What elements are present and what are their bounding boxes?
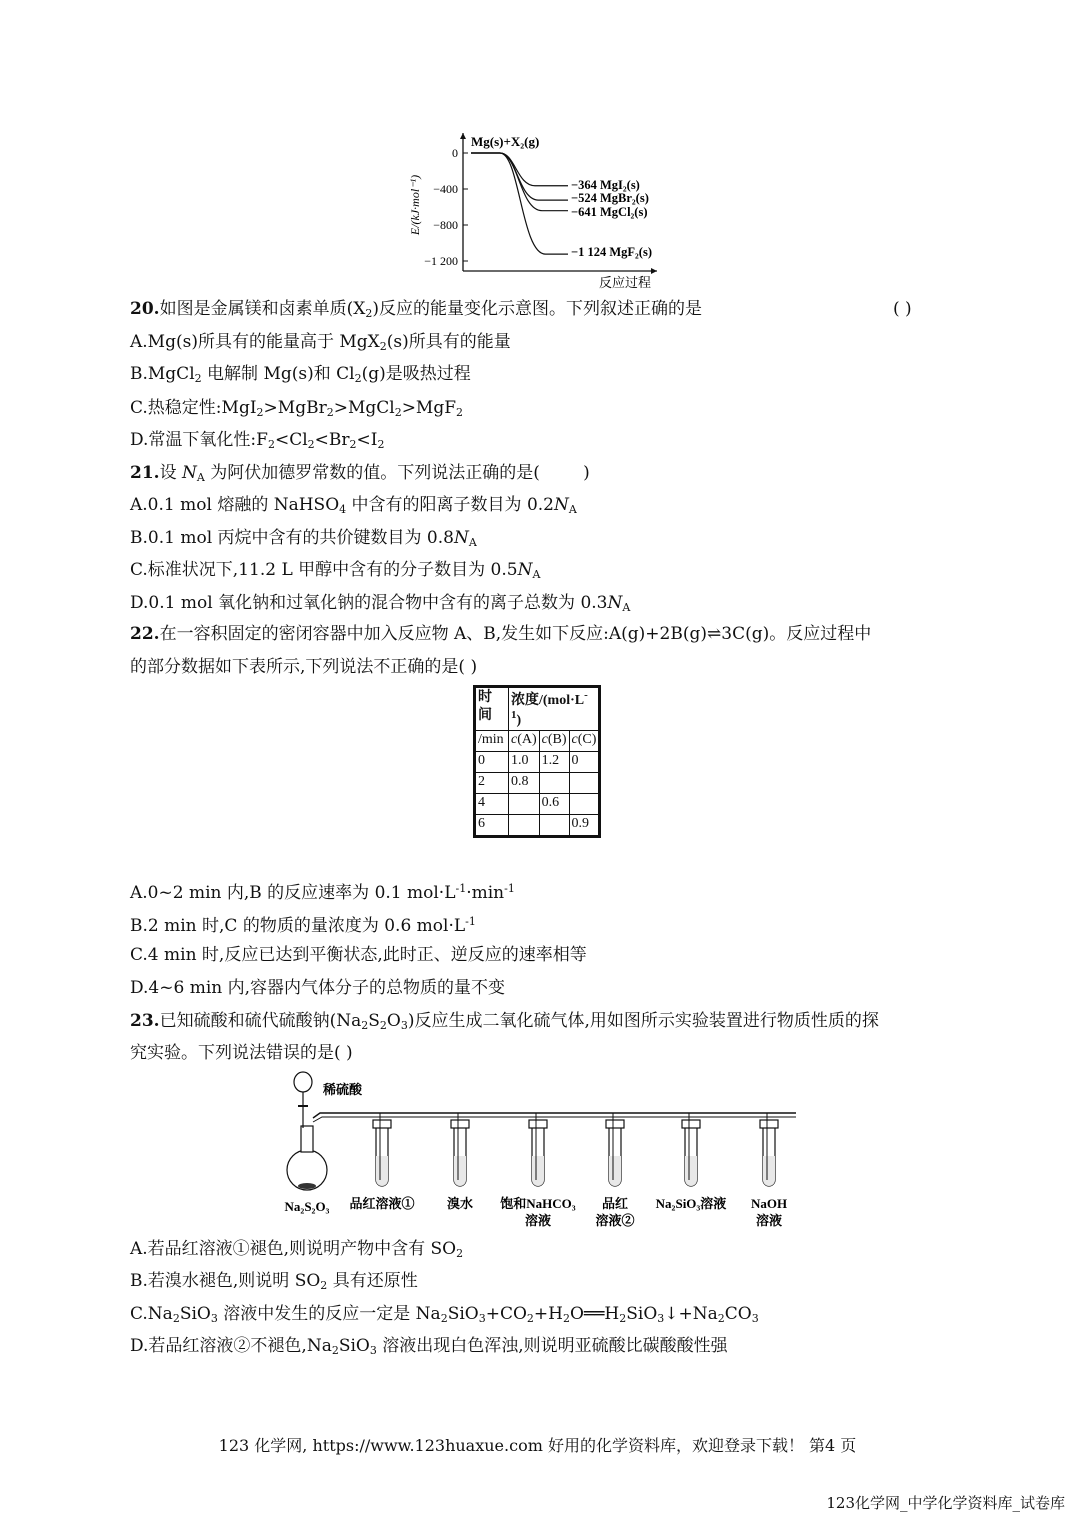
table-cell: 2 [475, 773, 509, 794]
q22-option-b: B.2 min 时,C 的物质的量浓度为 0.6 $mol\cdot L^{-1}$ [130, 915, 476, 936]
q23-stem-line2: 究实验。下列说法错误的是( ) [130, 1043, 353, 1063]
energy-diagram [395, 125, 675, 295]
q20-number: 20. [130, 299, 160, 319]
table-row [475, 773, 600, 794]
header-time: 时 间 [475, 687, 509, 731]
header-cB: c(B) [539, 731, 569, 752]
y-tick-label: 0 [452, 146, 458, 160]
tube-label: 品红 [601, 1196, 629, 1211]
energy-curve [471, 153, 568, 211]
q23-option-c: $C.Na_2SiO_3$ 溶液中发生的反应一定是 $Na_2SiO_3+CO_2+H_2O══H_2SiO_3↓+Na_2CO_3$ [130, 1304, 759, 1325]
table-row [475, 815, 600, 837]
energy-curve [471, 153, 568, 254]
tube-stopper [451, 1120, 469, 1128]
q21-option-a: A.0.1 mol 熔融的 NaHSO$_4$ 中含有的阳离子数目为 $0.2N_A$ [130, 495, 577, 516]
q21-option-b: B.0.1 mol 丙烷中含有的共价键数目为 $0.8N_A$ [130, 528, 477, 549]
tube-stopper [529, 1120, 547, 1128]
table-cell: 1.2 [539, 752, 569, 773]
q23-stem-line1: 23.已知硫酸和硫代硫酸钠$(Na_2S_2O_3)$反应生成二氧化硫气体,用如图所示实验装置进行物质性质的探 [130, 1011, 879, 1032]
separatory-funnel [294, 1072, 312, 1092]
flask-neck [301, 1126, 313, 1152]
table-cell: 1.0 [509, 752, 540, 773]
q21-option-c: C.标准状况下,11.2 L 甲醇中含有的分子数目为 $0.5N_A$ [130, 560, 541, 581]
q20-answer-bracket: ( ) [893, 299, 912, 319]
tube-label: Na₂SiO₃溶液 [655, 1196, 727, 1211]
q23-option-a: A.若品红溶液①褪色,则说明产物中含有 $SO_2$ [130, 1239, 464, 1260]
table-cell: 0.6 [539, 794, 569, 815]
y-axis-arrow [460, 133, 466, 139]
q20-option-b: B.MgCl$_2$ 电解制 Mg(s)和 $Cl_2(g)$是吸热过程 [130, 364, 471, 385]
tube-liquid [763, 1156, 775, 1186]
header-cC: c(C) [569, 731, 600, 752]
tube-label: 品红溶液① [349, 1196, 415, 1211]
table-cell [509, 794, 540, 815]
energy-level-label: −524 MgBr₂(s) [571, 191, 649, 205]
q20-stem: 20.如图是金属镁和卤素单质$(X_2)$反应的能量变化示意图。下列叙述正确的是 [130, 299, 702, 320]
energy-level-label: −1 124 MgF₂(s) [571, 245, 652, 259]
header-concentration: 浓度/(mol·L- $^1$) [509, 687, 600, 731]
q21-option-d: D.0.1 mol 氧化钠和过氧化钠的混合物中含有的离子总数为 $0.3N_A$ [130, 593, 631, 614]
tube-label-line2: 溶液 [524, 1213, 552, 1228]
energy-curve [471, 153, 568, 200]
q23-option-d: D.若品红溶液②不褪色$,Na_2SiO_3$ 溶液出现白色浑浊,则说明亚硫酸比碳酸酸性强 [130, 1336, 728, 1357]
page-footer: 123 化学网, https://www.123huaxue.com 好用的化学资料库，欢迎登录下载！ 第4 页 [218, 1436, 857, 1455]
table-cell [569, 773, 600, 794]
energy-level-label: −364 MgI₂(s) [571, 178, 640, 192]
flask-solid [298, 1183, 316, 1189]
tube-stopper [373, 1120, 391, 1128]
table-cell: 0 [569, 752, 600, 773]
table-row [475, 752, 600, 773]
q20-option-a: A.Mg(s)所具有的能量高于 MgX$_2$(s)所具有的能量 [130, 332, 511, 353]
table-cell: 6 [475, 815, 509, 837]
tube-label: NaOH [750, 1196, 788, 1211]
header-time-unit: /min [475, 731, 509, 752]
table-cell: 0.9 [569, 815, 600, 837]
tube-liquid [685, 1156, 697, 1186]
q22-option-d: D.4~6 min 内,容器内气体分子的总物质的量不变 [130, 978, 506, 998]
table-cell [509, 815, 540, 837]
q23-option-b: B.若溴水褪色,则说明 $SO_2$ 具有还原性 [130, 1271, 418, 1292]
funnel-label: 稀硫酸 [323, 1082, 363, 1097]
energy-level-label: −641 MgCl₂(s) [571, 205, 648, 219]
tube-liquid [376, 1156, 388, 1186]
table-cell [569, 794, 600, 815]
q22-option-a: A.0~2 min 内,B 的反应速率为 0.1 $mol\cdot L^{-1}\cdot\min^{-1}$ [130, 882, 515, 903]
concentration-table [473, 685, 601, 838]
x-axis-arrow [651, 268, 657, 274]
y-tick-label: −1 200 [424, 254, 458, 268]
y-tick-label: −800 [433, 218, 458, 232]
table-cell: 4 [475, 794, 509, 815]
tube-stopper [606, 1120, 624, 1128]
reactant-label: Mg(s)+X₂(g) [471, 134, 540, 149]
q22-option-c: C.4 min 时,反应已达到平衡状态,此时正、逆反应的速率相等 [130, 945, 587, 965]
flask-label: Na₂S₂O₃ [284, 1199, 330, 1214]
q22-stem-line1: 22.在一容积固定的密闭容器中加入反应物 A、B,发生如下反应:A(g)+2B(g)⇌3C(g)。反应过程中 [130, 624, 872, 644]
tube-label-line2: 溶液② [595, 1213, 635, 1228]
q21-stem: 21.设 $N_A$ 为阿伏加德罗常数的值。下列说法正确的是( ) [130, 463, 590, 484]
header-cA: c(A) [509, 731, 540, 752]
table-cell [539, 773, 569, 794]
tube-label: 饱和NaHCO₃ [500, 1196, 576, 1211]
x-axis-label: 反应过程 [598, 275, 652, 290]
table-cell [539, 815, 569, 837]
tube-liquid [454, 1156, 466, 1186]
table-cell: 0.8 [509, 773, 540, 794]
tube-stopper [760, 1120, 778, 1128]
table-row [475, 794, 600, 815]
q22-stem-line2: 的部分数据如下表所示,下列说法不正确的是( ) [130, 657, 478, 677]
table-cell: 0 [475, 752, 509, 773]
q20-option-d: D.常温下氧化性$:F_2<Cl_2<Br_2<I_2$ [130, 430, 385, 451]
q20-option-c: C.热稳定性:MgI$_2$>MgBr$_2$>MgCl$_2$>MgF$_2$ [130, 398, 464, 419]
tube-liquid [609, 1156, 621, 1186]
chart-marks [471, 153, 652, 259]
tube-label: 溴水 [446, 1196, 474, 1211]
corner-watermark: 123化学网_中学化学资料库_试卷库 [826, 1494, 1065, 1512]
y-tick-label: −400 [433, 182, 458, 196]
tube-liquid [532, 1156, 544, 1186]
y-axis-label: E/(kJ·mol⁻¹) [408, 174, 422, 236]
tube-stopper [682, 1120, 700, 1128]
tube-label-line2: 溶液 [755, 1213, 783, 1228]
experiment-apparatus [270, 1068, 810, 1233]
